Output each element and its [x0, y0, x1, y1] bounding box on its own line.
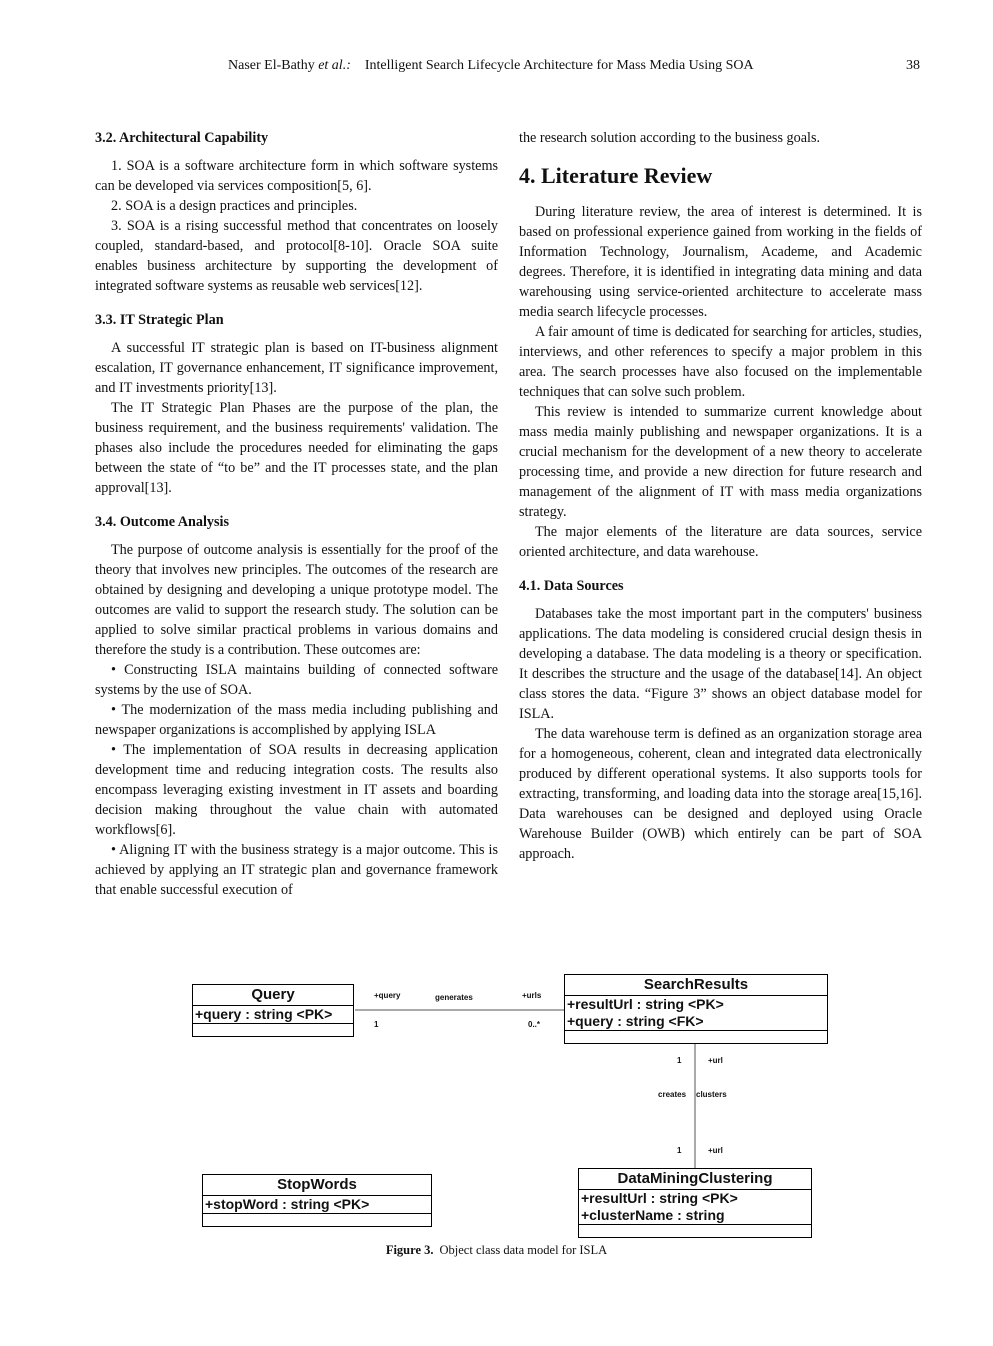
paragraph: 3. SOA is a rising successful method that concentrates on loosely coupled, standard-based, and protocol[8-10]. Oracle SOA suite enables business architecture by supporting the development of integrated software systems as reusable web services[12]. [95, 218, 498, 294]
paragraph: The major elements of the literature are data sources, service oriented architecture, and data warehouse. [519, 524, 922, 560]
attribute: +clusterName : string [581, 1207, 725, 1223]
paragraph: The purpose of outcome analysis is essentially for the proof of the theory that involves new principles. The outcomes of the research are obtained by designing and developing a unique prototype model. The outcomes are valid to support the research study. The solution can be applied to solve similar practical problems in various domains and therefore the study is a contribution. These outcomes are: [95, 542, 498, 658]
class-query [192, 984, 354, 1037]
header-title: Intelligent Search Lifecycle Architecture for Mass Media Using SOA [364, 58, 754, 73]
section-3-4-heading: 3.4. Outcome Analysis [95, 514, 229, 530]
class-attributes [579, 1190, 811, 1225]
paragraph: The IT Strategic Plan Phases are the purpose of the plan, the business requirement, and the business requirements' validation. The phases also include the procedures needed for eliminating the gaps between the state of “to be” and the IT processes state, and the plan approval[13]. [95, 400, 498, 496]
left-column [95, 128, 498, 900]
paragraph: A successful IT strategic plan is based on IT-business alignment escalation, IT governance enhancement, IT significance improvement, and IT investments priority[13]. [95, 340, 498, 396]
association-label: clusters [696, 1090, 727, 1099]
association-label: creates [658, 1090, 687, 1099]
paragraph: 1. SOA is a software architecture form in which software systems can be developed via services composition[5, 6]. [95, 158, 498, 194]
class-operations [193, 1024, 353, 1036]
class-attributes [203, 1196, 431, 1214]
paragraph: A fair amount of time is dedicated for searching for articles, studies, interviews, and other references to specify a major problem in this area. The search processes have also focused on the implementable techniques that can solve such problem. [519, 324, 922, 400]
caption-text: Object class data model for ISLA [439, 1243, 608, 1257]
class-search-results [564, 974, 828, 1044]
header-author: Naser El-Bathy [228, 58, 315, 73]
class-operations [203, 1214, 431, 1226]
caption-label: Figure 3. [385, 1243, 434, 1257]
paragraph: This review is intended to summarize current knowledge about mass media mainly publishing and newspaper organizations. It is a crucial mechanism for the development of a new theory to accelerate processing time, and provide a new direction for future research and management of the alignment of IT with mass media organizations strategy. [519, 404, 922, 520]
class-stop-words [202, 1174, 432, 1227]
bullet-item: • Aligning IT with the business strategy is a major outcome. This is achieved by applying an IT strategic plan and governance framework that enable successful execution of [95, 842, 498, 898]
multiplicity-label: 1 [677, 1056, 682, 1065]
role-label: +url [708, 1056, 723, 1065]
class-attributes [193, 1006, 353, 1024]
role-label: +url [708, 1146, 723, 1155]
multiplicity-label: 1 [374, 1020, 379, 1029]
right-column [519, 128, 922, 864]
paragraph: Databases take the most important part in the computers' business applications. The data modeling is considered crucial design thesis in developing a database. The data modeling is a theory or specification. It describes the structure and the usage of the database[14]. An object class stores the data. “Figure 3” shows an object database model for ISLA. [519, 606, 922, 722]
header-left [228, 58, 754, 74]
class-name: SearchResults [565, 975, 827, 996]
paragraph: During literature review, the area of interest is determined. It is based on professional experience gained from working in the fields of Information Technology, Journalism, Academe, and Academic degrees. Therefore, it is identified in integrating data mining and data warehousing using service-oriented architecture to accelerate mass media search lifecycle processes. [519, 204, 922, 320]
section-4-heading: 4. Literature Review [519, 163, 713, 188]
attribute: +query : string <PK> [195, 1006, 333, 1022]
role-label: +urls [522, 991, 542, 1000]
bullet-item: • Constructing ISLA maintains building of connected software systems by the use of SOA. [95, 662, 498, 698]
class-operations [579, 1225, 811, 1237]
attribute: +query : string <FK> [567, 1013, 704, 1029]
running-header [0, 58, 993, 78]
class-operations [565, 1031, 827, 1043]
multiplicity-label: 0..* [528, 1020, 541, 1029]
bullet-item: • The modernization of the mass media including publishing and newspaper organizations is accomplished by applying ISLA [95, 702, 498, 738]
section-3-2-heading: 3.2. Architectural Capability [95, 130, 269, 146]
figure-caption [0, 1243, 993, 1258]
page-number: 38 [906, 58, 920, 73]
paragraph-continuation: the research solution according to the business goals. [519, 130, 821, 146]
class-data-mining-clustering [578, 1168, 812, 1238]
attribute: +stopWord : string <PK> [205, 1196, 370, 1212]
header-etal: et al.: [318, 58, 351, 73]
attribute: +resultUrl : string <PK> [581, 1190, 738, 1206]
attribute: +resultUrl : string <PK> [567, 996, 724, 1012]
association-label: generates [435, 993, 473, 1002]
section-3-3-heading: 3.3. IT Strategic Plan [95, 312, 224, 328]
paragraph: 2. SOA is a design practices and principles. [111, 198, 358, 214]
class-name: DataMiningClustering [579, 1169, 811, 1190]
class-name: StopWords [203, 1175, 431, 1196]
uml-class-diagram [190, 972, 830, 1242]
multiplicity-label: 1 [677, 1146, 682, 1155]
class-name: Query [193, 985, 353, 1006]
paragraph: The data warehouse term is defined as an organization storage area for a homogeneous, coherent, clean and integrated data electronically produced by different operational systems. It also supports tools for extracting, transforming, and loading data into the storage area[15,16]. Data warehouses can be designed and deployed using Oracle Warehouse Builder (OWB) which entirely can be part of SOA approach. [519, 726, 922, 862]
bullet-item: • The implementation of SOA results in decreasing application development time and reducing integration costs. The results also encompass leveraging existing investment in IT assets and boarding decision making throughout the value chain with automated workflows[6]. [95, 742, 498, 838]
section-4-1-heading: 4.1. Data Sources [519, 578, 624, 594]
class-attributes [565, 996, 827, 1031]
role-label: +query [374, 991, 401, 1000]
